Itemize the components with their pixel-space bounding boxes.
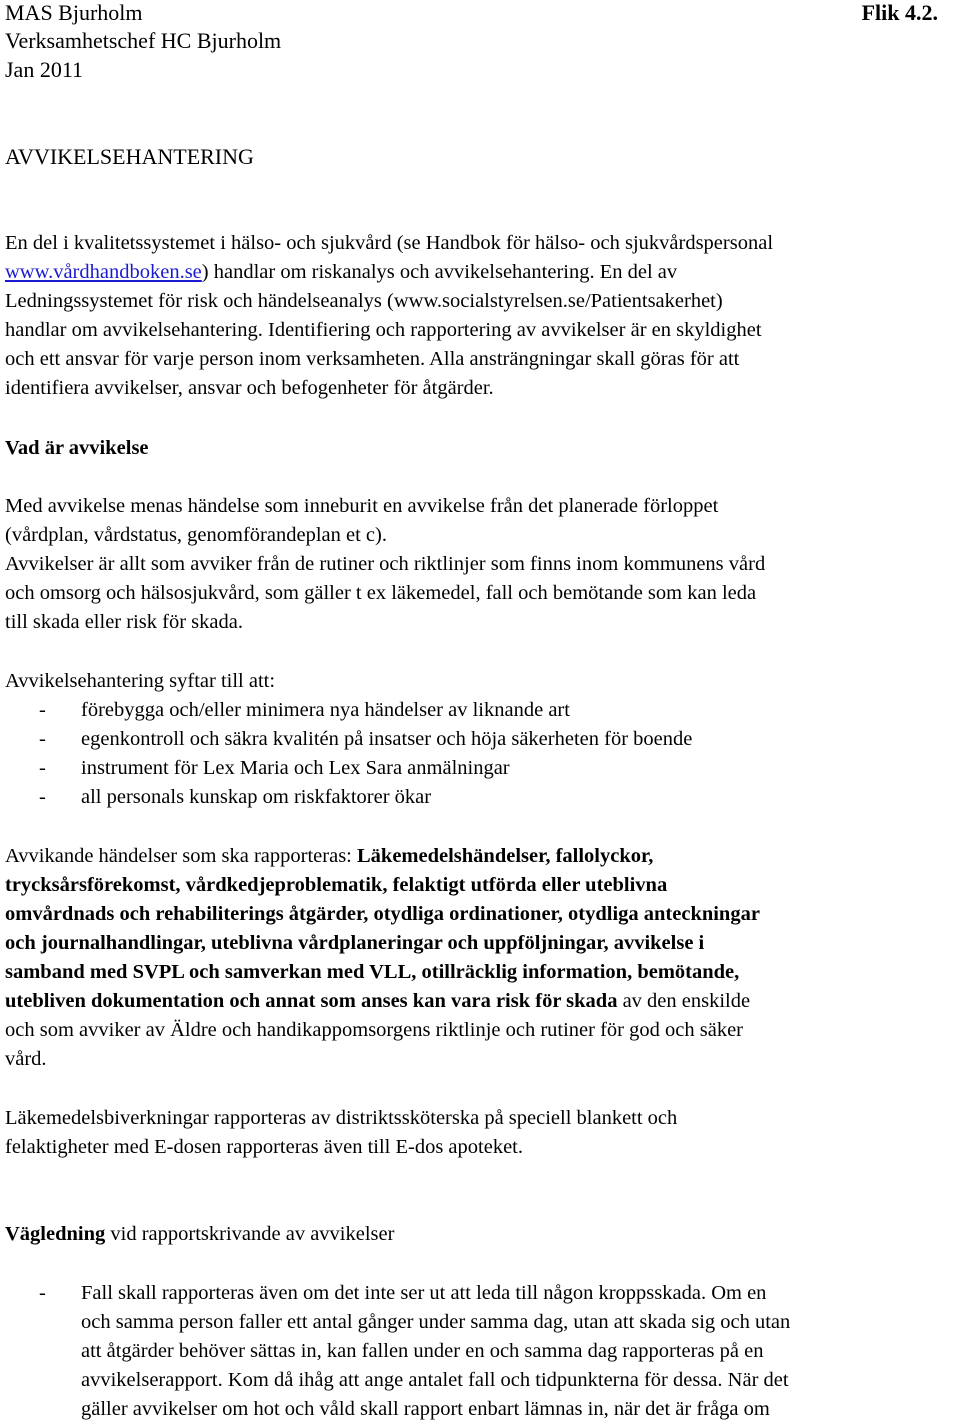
guidance-line-3: att åtgärder behöver sättas in, kan fallen under en och samma dag rapporteras på en [81,1340,764,1362]
section1-p2-line-1: Avvikelser är allt som avviker från de rutiner och riktlinjer som finns inom kommunens vård [5,553,766,575]
report-line-4: och journalhandlingar, uteblivna vårdplaneringar och uppföljningar, avvikelse i [5,932,705,954]
guidance-dash: - [39,1282,46,1304]
intro-line-4: handlar om avvikelsehantering. Identifiering och rapportering av avvikelser är en skyldighet [5,319,762,341]
header-role: Verksamhetschef HC Bjurholm [5,28,282,53]
section1-p1-line-1: Med avvikelse menas händelse som inneburit en avvikelse från det planerade förloppet [5,495,719,517]
header-flik: Flik 4.2. [861,0,938,25]
purpose-lead: Avvikelsehantering syftar till att: [5,670,276,692]
document-title: AVVIKELSEHANTERING [5,144,254,169]
section1-p1-line-2: (vårdplan, vårdstatus, genomförandeplan et c). [5,524,387,546]
guidance-line-4: avvikelserapport. Kom då ihåg att ange antalet fall och tidpunkterna för dessa. När det [81,1369,789,1391]
section1-p2-line-3: till skada eller risk för skada. [5,611,243,633]
guidance-line-1: Fall skall rapporteras även om det inte ser ut att leda till någon kroppsskada. Om en [81,1282,767,1304]
report-line-3: omvårdnads och rehabiliterings åtgärder, otydliga ordinationer, otydliga anteckningar [5,903,760,925]
section1-p2-line-2: och omsorg och hälsosjukvård, som gäller t ex läkemedel, fall och bemötande som kan leda [5,582,757,604]
intro-line-1: En del i kvalitetssystemet i hälso- och sjukvård (se Handbok för hälso- och sjukvårdspersonal [5,232,774,254]
report-line-5: samband med SVPL och samverkan med VLL, otillräcklig information, bemötande, [5,961,740,983]
section-heading-avvikelse: Vad är avvikelse [5,437,149,459]
report-line-2: trycksårsförekomst, vårdkedjeproblematik, felaktigt utförda eller uteblivna [5,874,668,896]
report-line-1: Avvikande händelser som ska rapporteras: Läkemedelshändelser, fallolyckor, [5,845,654,867]
report-line-8: vård. [5,1048,47,1070]
report-line-7: och som avviker av Äldre och handikappomsorgens riktlinje och rutiner för god och säker [5,1019,743,1041]
guidance-line-5: gäller avvikelser om hot och våld skall rapport enbart lämnas in, när det är fråga om [81,1398,770,1420]
header-date: Jan 2011 [5,57,84,82]
drugs-line-2: felaktigheter med E-dosen rapporteras även till E-dos apoteket. [5,1136,523,1158]
intro-line-6: identifiera avvikelser, ansvar och befogenheter för åtgärder. [5,377,494,399]
vardhandboken-link[interactable]: www.vårdhandboken.se [5,261,202,283]
guidance-heading: Vägledning vid rapportskrivande av avvikelser [5,1223,395,1245]
report-line-6: utebliven dokumentation och annat som anses kan vara risk för skada av den enskilde [5,990,751,1012]
intro-line-2: www.vårdhandboken.se) handlar om riskanalys och avvikelsehantering. En del av [5,261,678,283]
socialstyrelsen-link[interactable]: www.socialstyrelsen.se/Patientsakerhet [393,290,716,312]
intro-line-5: och ett ansvar för varje person inom verksamheten. Alla ansträngningar skall göras för att [5,348,740,370]
drugs-line-1: Läkemedelsbiverkningar rapporteras av distriktssköterska på speciell blankett och [5,1107,678,1129]
intro-line-3: Ledningssystemet för risk och händelseanalys (www.socialstyrelsen.se/Patientsakerhet) [5,290,723,312]
guidance-line-2: och samma person faller ett antal gånger under samma dag, utan att skada sig och utan [81,1311,791,1333]
header-org: MAS Bjurholm [5,0,143,25]
